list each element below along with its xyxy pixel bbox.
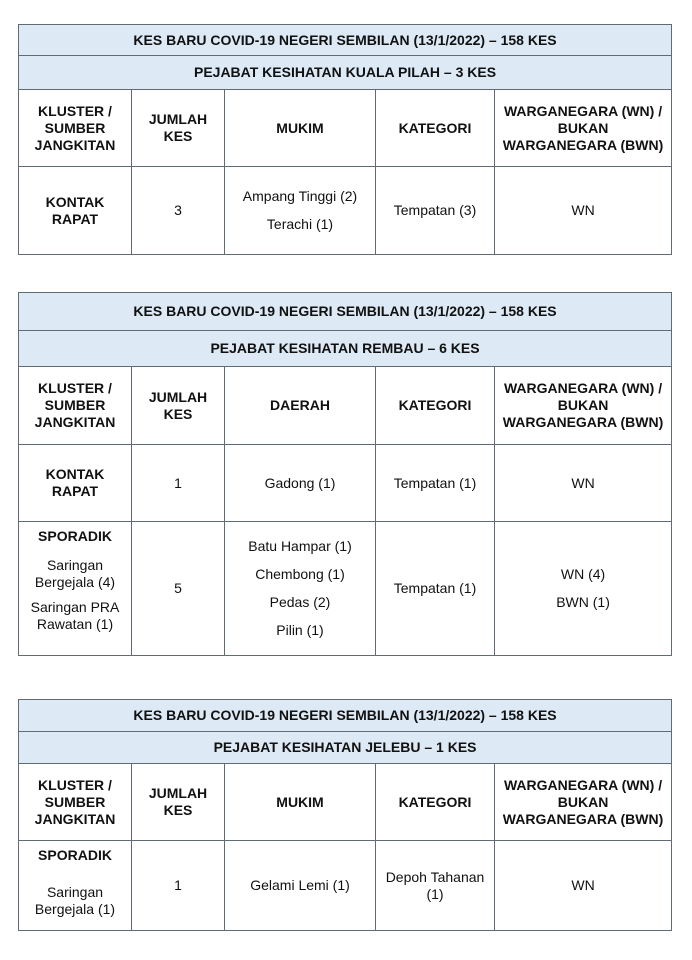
cluster-name: SPORADIK — [38, 847, 112, 863]
location-item: Pilin (1) — [276, 622, 324, 638]
office-title: PEJABAT KESIHATAN KUALA PILAH – 3 KES — [19, 56, 672, 90]
citizenship-cell: WN — [495, 445, 672, 522]
citizenship-cell — [495, 522, 672, 656]
jelebu-table — [18, 699, 672, 931]
location-cell: Gadong (1) — [225, 445, 376, 522]
header-category: KATEGORI — [376, 764, 495, 841]
table-title: KES BARU COVID-19 NEGERI SEMBILAN (13/1/2022) – 158 KES — [19, 25, 672, 56]
header-citizenship: WARGANEGARA (WN) / BUKAN WARGANEGARA (BWN) — [495, 367, 672, 445]
location-item: Ampang Tinggi (2) — [242, 188, 358, 204]
table-title: KES BARU COVID-19 NEGERI SEMBILAN (13/1/2022) – 158 KES — [19, 293, 672, 331]
category-cell: Tempatan (3) — [376, 167, 495, 255]
cluster-name: SPORADIK — [38, 528, 112, 544]
header-citizenship: WARGANEGARA (WN) / BUKAN WARGANEGARA (BWN) — [495, 764, 672, 841]
header-category: KATEGORI — [376, 90, 495, 167]
header-location: MUKIM — [225, 764, 376, 841]
header-cluster: KLUSTER / SUMBER JANGKITAN — [19, 764, 132, 841]
citizenship-cell: WN — [495, 841, 672, 931]
location-item: Batu Hampar (1) — [248, 538, 352, 554]
count-cell: 5 — [132, 522, 225, 656]
location-cell — [225, 167, 376, 255]
cluster-sub-item: Saringan Bergejala (1) — [34, 884, 116, 917]
count-cell: 1 — [132, 445, 225, 522]
category-cell: Tempatan (1) — [376, 522, 495, 656]
header-location: DAERAH — [225, 367, 376, 445]
cluster-cell: KONTAK RAPAT — [19, 445, 132, 522]
header-location: MUKIM — [225, 90, 376, 167]
office-title: PEJABAT KESIHATAN JELEBU – 1 KES — [19, 732, 672, 764]
header-count: JUMLAH KES — [132, 90, 225, 167]
cluster-sub-item: Saringan Bergejala (4) — [34, 557, 116, 590]
header-citizenship: WARGANEGARA (WN) / BUKAN WARGANEGARA (BWN) — [495, 90, 672, 167]
citizenship-cell: WN — [495, 167, 672, 255]
location-item: Chembong (1) — [255, 566, 345, 582]
cluster-cell — [19, 522, 132, 656]
location-cell — [225, 522, 376, 656]
header-count: JUMLAH KES — [132, 764, 225, 841]
header-category: KATEGORI — [376, 367, 495, 445]
location-cell: Gelami Lemi (1) — [225, 841, 376, 931]
kuala-pilah-table — [18, 24, 672, 255]
category-cell: Tempatan (1) — [376, 445, 495, 522]
cluster-cell: KONTAK RAPAT — [19, 167, 132, 255]
citizenship-item: WN (4) — [560, 566, 606, 582]
header-cluster: KLUSTER / SUMBER JANGKITAN — [19, 90, 132, 167]
cluster-sub-item: Saringan PRA Rawatan (1) — [30, 599, 120, 632]
location-item: Pedas (2) — [269, 594, 331, 610]
citizenship-item: BWN (1) — [556, 594, 610, 610]
table-title: KES BARU COVID-19 NEGERI SEMBILAN (13/1/2022) – 158 KES — [19, 700, 672, 732]
count-cell: 3 — [132, 167, 225, 255]
category-cell: Depoh Tahanan (1) — [376, 841, 495, 931]
office-title: PEJABAT KESIHATAN REMBAU – 6 KES — [19, 331, 672, 367]
rembau-table — [18, 292, 672, 656]
header-count: JUMLAH KES — [132, 367, 225, 445]
location-item: Terachi (1) — [266, 216, 334, 232]
cluster-cell — [19, 841, 132, 931]
count-cell: 1 — [132, 841, 225, 931]
header-cluster: KLUSTER / SUMBER JANGKITAN — [19, 367, 132, 445]
